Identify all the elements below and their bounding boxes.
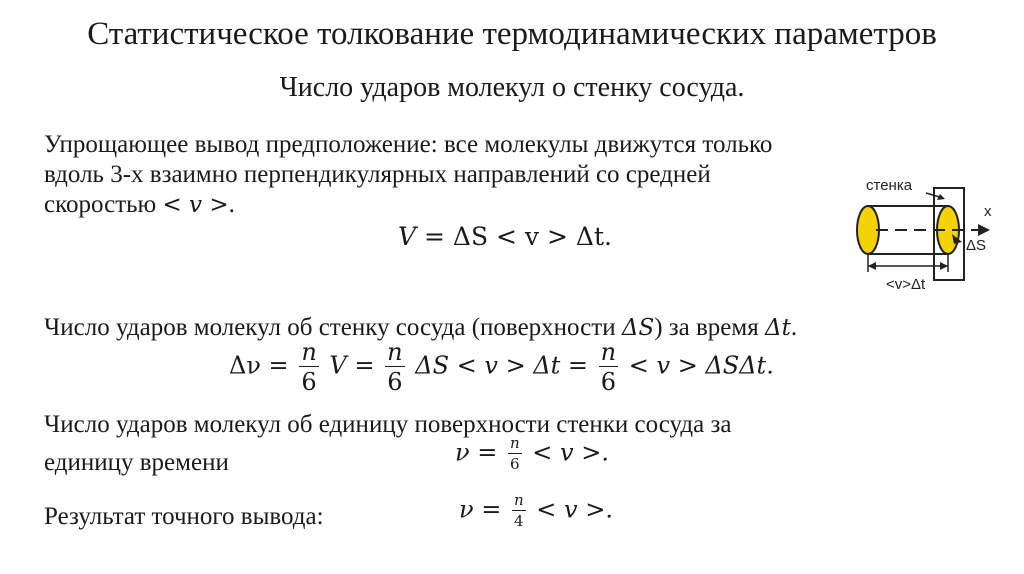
unit-impacts-rhs: < v >. xyxy=(532,438,609,467)
unit-impacts-lhs: ν = xyxy=(455,438,498,467)
fraction-n-over-6-c xyxy=(599,340,618,394)
delta-formula-lhs: Δν = xyxy=(229,351,289,380)
assumption-line-1: Упрощающее вывод предположение: все молекулы движутся только xyxy=(44,131,773,158)
fraction-numerator: n xyxy=(513,491,524,509)
volume-formula xyxy=(398,222,612,251)
x-axis-arrowhead xyxy=(978,224,990,236)
slide-title: Статистическое толкование термодинамических параметров xyxy=(87,16,937,52)
unit-impacts-line-2: единицу времени xyxy=(44,449,229,476)
fraction-denominator: 6 xyxy=(301,368,317,396)
fraction-numerator: n xyxy=(301,338,317,366)
delta-formula-part-1: V = xyxy=(329,351,375,380)
volume-formula-rhs: = ΔS < v > Δt. xyxy=(424,222,612,251)
fraction-numerator: n xyxy=(600,338,617,366)
impacts-time-symbol: Δt xyxy=(764,315,791,341)
fraction-denominator: 6 xyxy=(387,368,403,396)
fraction-n-over-4-small xyxy=(512,493,526,529)
fraction-numerator: n xyxy=(387,338,403,366)
fraction-denominator: 6 xyxy=(600,368,617,396)
assumption-end: . xyxy=(228,191,235,218)
x-axis-label: x xyxy=(984,203,992,220)
unit-impacts-formula xyxy=(455,436,609,472)
exact-result-rhs: < v >. xyxy=(536,495,613,524)
assumption-paragraph xyxy=(44,130,772,220)
unit-impacts-line-1: Число ударов молекул об единицу поверхности стенки сосуда за xyxy=(44,411,732,438)
delta-formula xyxy=(229,340,774,394)
wall-label: стенка xyxy=(866,177,913,194)
impacts-end: . xyxy=(790,314,798,341)
volume-formula-lhs: V xyxy=(398,222,417,251)
assumption-line-3-text: скоростью xyxy=(44,191,157,218)
assumption-line-3 xyxy=(44,190,772,220)
unit-impacts-paragraph xyxy=(44,410,731,478)
length-arrow-right-head xyxy=(940,262,948,270)
slide-subtitle: Число ударов молекул о стенку сосуда. xyxy=(279,72,745,103)
fraction-numerator: n xyxy=(509,434,520,452)
assumption-line-2: вдоль 3-х взаимно перпендикулярных направлений со средней xyxy=(44,161,711,188)
length-arrow-left-head xyxy=(868,262,876,270)
cylinder-left-end xyxy=(857,206,879,254)
exact-result-formula xyxy=(459,493,613,529)
length-label: <v>Δt xyxy=(886,276,926,293)
cylinder-diagram xyxy=(848,168,1008,296)
area-label: ΔS xyxy=(966,237,987,254)
fraction-denominator: 4 xyxy=(514,512,524,530)
fraction-denominator: 6 xyxy=(510,455,520,473)
average-speed-symbol: < v > xyxy=(162,192,229,218)
fraction-n-over-6-a xyxy=(299,340,318,394)
exact-result-lhs: ν = xyxy=(459,495,502,524)
impacts-sentence xyxy=(44,313,797,343)
cylinder-diagram-svg xyxy=(848,168,1008,296)
fraction-n-over-6-small xyxy=(508,436,522,472)
impacts-text-2: ) за время xyxy=(654,314,759,341)
impacts-area-symbol: ΔS xyxy=(621,315,655,341)
delta-formula-part-3: < v > ΔSΔt. xyxy=(628,351,774,380)
impacts-text: Число ударов молекул об стенку сосуда (поверхности xyxy=(44,314,616,341)
delta-formula-part-2: ΔS < v > Δt = xyxy=(415,351,589,380)
fraction-n-over-6-b xyxy=(385,340,404,394)
exact-result-text: Результат точного вывода: xyxy=(44,503,324,530)
